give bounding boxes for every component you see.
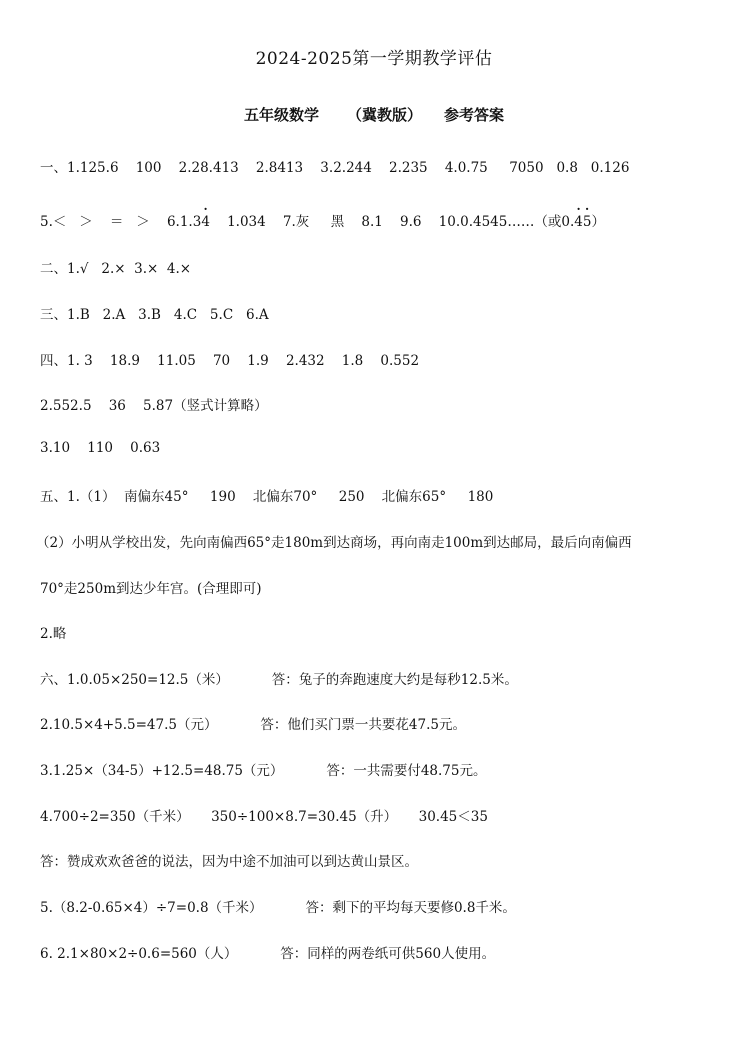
- answer-line-2-part-a: 5.＜ ＞ ＝ ＞ 6.1.3: [40, 214, 202, 230]
- answer-line-3: 二、1.√ 2.× 3.× 4.×: [40, 261, 192, 277]
- answer-line-11: 2.略: [40, 626, 67, 642]
- answer-line-1: 一、1.125.6 100 2.28.413 2.8413 3.2.244 2.235 4.0.75 7050 0.8 0.126: [40, 160, 630, 176]
- repeating-digit-mark: · 4: [201, 214, 210, 230]
- answer-line-18: 6. 2.1×80×2÷0.6=560（人） 答：同样的两卷纸可供560人使用。: [40, 946, 496, 962]
- answer-line-2: [40, 210, 605, 230]
- answer-line-5: 四、1. 3 18.9 11.05 70 1.9 2.432 1.8 0.552: [40, 353, 420, 369]
- subtitle-answers: 参考答案: [444, 106, 505, 124]
- page-title: 2024-2025第一学期教学评估: [255, 49, 493, 69]
- answer-line-16: 答：赞成欢欢爸爸的说法，因为中途不加油可以到达黄山景区。: [40, 854, 418, 870]
- answer-line-12: 六、1.0.05×250=12.5（米） 答：兔子的奔跑速度大约是每秒12.5米。: [40, 672, 518, 688]
- repeating-digit-mark: · 5: [583, 214, 592, 230]
- subtitle-edition: （冀教版）: [346, 106, 422, 124]
- repeating-digit-mark: · 4: [574, 214, 583, 230]
- answer-line-9: （2）小明从学校出发，先向南偏西65°走180m到达商场，再向南走100m到达邮局，最后向南偏西: [36, 535, 632, 551]
- page-subtitle: [0, 104, 748, 125]
- answer-line-17: 5.（8.2-0.65×4）÷7=0.8（千米） 答：剩下的平均每天要修0.8千米。: [40, 900, 516, 916]
- answer-line-2-part-c: ）: [591, 214, 605, 230]
- answer-line-6: 2.552.5 36 5.87（竖式计算略）: [40, 398, 268, 414]
- answer-line-7: 3.10 110 0.63: [40, 440, 161, 456]
- answer-line-13: 2.10.5×4+5.5=47.5（元） 答：他们买门票一共要花47.5元。: [40, 717, 466, 733]
- answer-line-14: 3.1.25×（34-5）+12.5=48.75（元） 答：一共需要付48.75元。: [40, 763, 487, 779]
- subtitle-grade: 五年级数学: [243, 106, 319, 124]
- answer-line-2-part-b: 1.034 7.灰 黑 8.1 9.6 10.0.4545……（或0.: [209, 214, 575, 230]
- answer-line-15: 4.700÷2=350（千米） 350÷100×8.7=30.45（升） 30.45＜35: [40, 809, 488, 825]
- answer-line-4: 三、1.B 2.A 3.B 4.C 5.C 6.A: [40, 307, 269, 323]
- answer-line-8: 五、1.（1） 南偏东45° 190 北偏东70° 250 北偏东65° 180: [40, 489, 494, 505]
- answer-line-10: 70°走250m到达少年宫。(合理即可): [40, 581, 262, 597]
